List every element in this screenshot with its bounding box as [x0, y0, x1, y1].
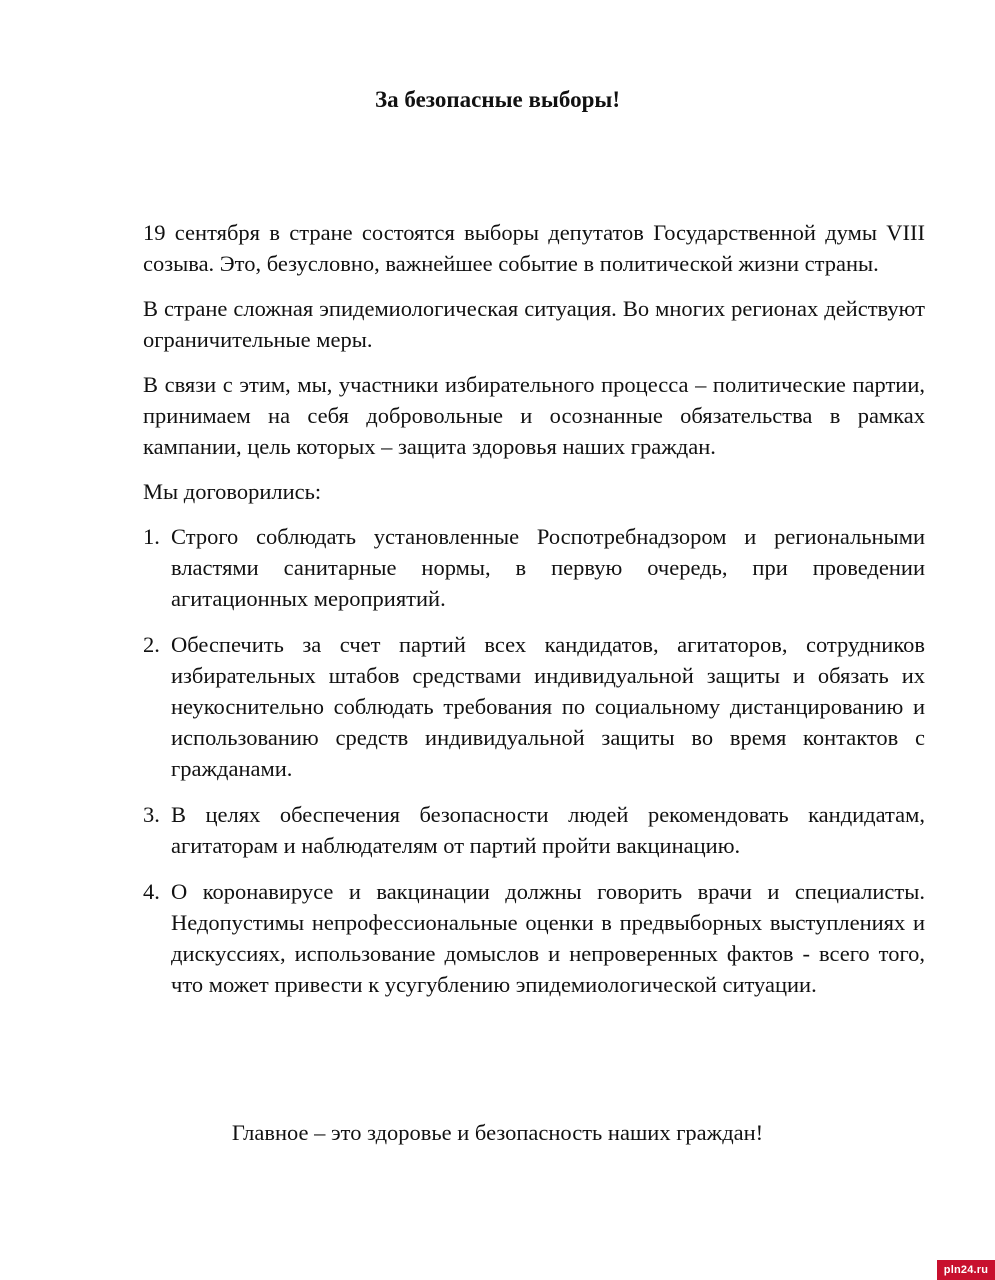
document-title: За безопасные выборы!	[374, 87, 620, 112]
paragraph-agreed: Мы договорились:	[143, 479, 322, 504]
list-item	[143, 629, 925, 784]
list-item	[143, 521, 925, 614]
list-item	[143, 876, 925, 1000]
list-item	[143, 799, 925, 861]
list-item-text: В целях обеспечения безопасности людей рекомендовать кандидатам, агитаторам и наблюдателям от партий пройти вакцинацию.	[171, 802, 925, 858]
document-body	[143, 217, 925, 1015]
watermark-logo: pln24.ru	[937, 1260, 995, 1280]
list-item-number: 2.	[143, 632, 160, 657]
list-item-number: 4.	[143, 879, 160, 904]
list-item-text: О коронавирусе и вакцинации должны говорить врачи и специалисты. Недопустимы непрофессиональные оценки в предвыборных выступлениях и дискуссиях, использование домыслов и непроверенных фактов - всего того, что может привести к усугублению эпидемиологической ситуации.	[171, 879, 925, 997]
paragraph-commitment: В связи с этим, мы, участники избирательного процесса – политические партии, принимаем на себя добровольные и осознанные обязательства в рамках кампании, цель которых – защита здоровья наших граждан.	[143, 372, 925, 459]
closing-statement: Главное – это здоровье и безопасность наших граждан!	[231, 1120, 764, 1145]
list-item-number: 1.	[143, 524, 160, 549]
list-item-number: 3.	[143, 802, 160, 827]
list-item-text: Строго соблюдать установленные Роспотребнадзором и региональными властями санитарные нормы, в первую очередь, при проведении агитационных мероприятий.	[171, 524, 925, 611]
paragraph-situation: В стране сложная эпидемиологическая ситуация. Во многих регионах действуют ограничительные меры.	[143, 296, 925, 352]
list-item-text: Обеспечить за счет партий всех кандидатов, агитаторов, сотрудников избирательных штабов средствами индивидуальной защиты и обязать их неукоснительно соблюдать требования по социальному дистанцированию и использованию средств индивидуальной защиты во время контактов с гражданами.	[171, 632, 925, 781]
agreement-list	[143, 521, 925, 1000]
paragraph-intro: 19 сентября в стране состоятся выборы депутатов Государственной думы VIII созыва. Это, безусловно, важнейшее событие в политической жизни страны.	[143, 220, 925, 276]
